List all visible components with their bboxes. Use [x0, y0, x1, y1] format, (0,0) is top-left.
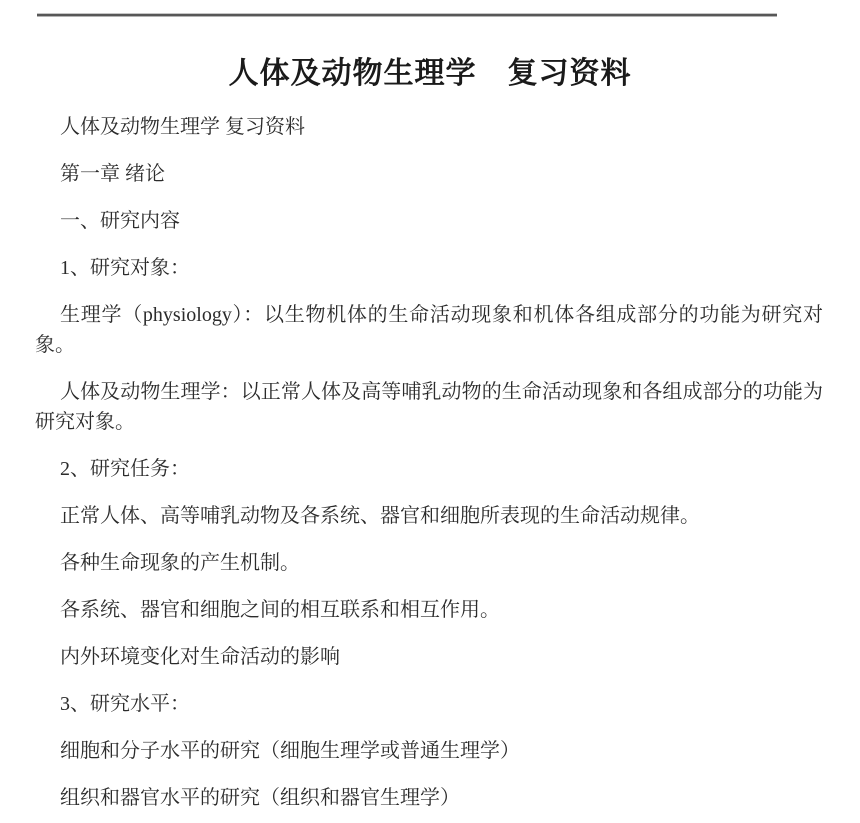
paragraph-item-1: 1、研究对象：: [60, 257, 190, 279]
paragraph-level-1: 细胞和分子水平的研究（细胞生理学或普通生理学）: [60, 740, 520, 762]
paragraph-definition-human-animal: 人体及动物生理学：以正常人体及高等哺乳动物的生命活动现象和各组成部分的功能为研究对象。: [35, 381, 823, 433]
document-body: [0, 112, 860, 813]
paragraph-item-2: 2、研究任务：: [60, 458, 190, 480]
paragraph-task-2: 各种生命现象的产生机制。: [60, 552, 300, 574]
document-page: [0, 13, 860, 823]
paragraph-subtitle: 人体及动物生理学 复习资料: [60, 116, 305, 138]
header-divider: [37, 13, 777, 17]
paragraph-task-3: 各系统、器官和细胞之间的相互联系和相互作用。: [60, 599, 500, 621]
paragraph-section-heading: 一、研究内容: [60, 210, 180, 232]
paragraph-level-2: 组织和器官水平的研究（组织和器官生理学）: [60, 787, 460, 809]
document-title: 人体及动物生理学 复习资料: [228, 57, 632, 90]
paragraph-task-4: 内外环境变化对生命活动的影响: [60, 646, 340, 668]
paragraph-chapter-heading: 第一章 绪论: [60, 163, 165, 185]
paragraph-definition-physiology: 生理学（physiology）：以生物机体的生命活动现象和机体各组成部分的功能为研究对象。: [35, 304, 823, 356]
paragraph-item-3: 3、研究水平：: [60, 693, 190, 715]
paragraph-task-1: 正常人体、高等哺乳动物及各系统、器官和细胞所表现的生命活动规律。: [60, 505, 700, 527]
